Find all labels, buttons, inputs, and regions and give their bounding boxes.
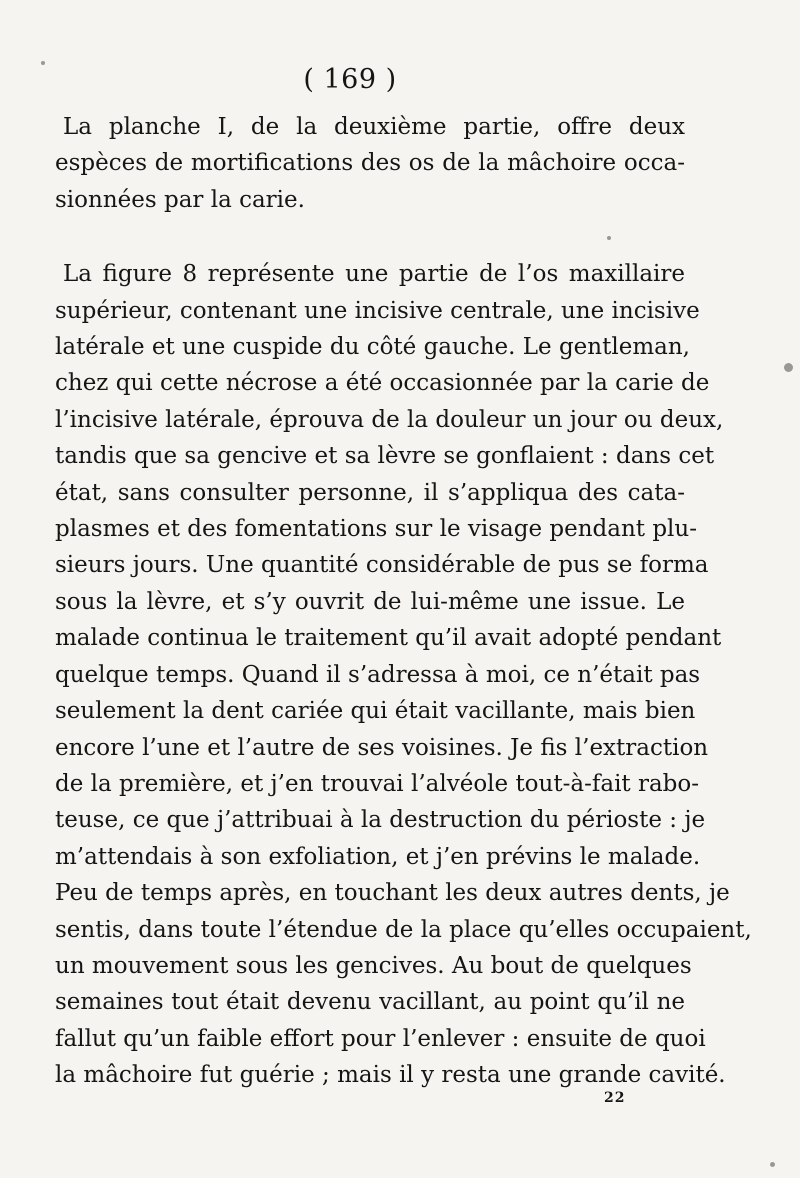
text-line: La figure 8 représente une partie de l’os maxillaire [63, 261, 685, 288]
paper-speck [784, 363, 793, 372]
text-line: sionnées par la carie. [55, 186, 305, 213]
signature-mark: 22 [604, 1090, 626, 1106]
text-line: teuse, ce que j’attribuai à la destruction du périoste : je [55, 807, 706, 834]
paragraph-1 [55, 109, 685, 218]
text-line: sentis, dans toute l’étendue de la place qu’elles occupaient, [55, 916, 752, 943]
text-line: encore l’une et l’autre de ses voisines. Je fis l’extraction [55, 734, 709, 761]
text-line: l’incisive latérale, éprouva de la douleur un jour ou deux, [55, 406, 724, 433]
text-line: supérieur, contenant une incisive centrale, une incisive [55, 297, 700, 324]
text-line: Peu de temps après, en touchant les deux autres dents, je [55, 880, 730, 907]
text-line: fallut qu’un faible effort pour l’enlever : ensuite de quoi [55, 1025, 706, 1052]
text-line: malade continua le traitement qu’il avait adopté pendant [55, 625, 722, 652]
page-number: ( 169 ) [303, 64, 397, 95]
text-line: latérale et une cuspide du côté gauche. Le gentleman, [55, 334, 690, 361]
text-line: un mouvement sous les gencives. Au bout de quelques [55, 952, 692, 979]
paper-speck [770, 1162, 775, 1167]
text-line: seulement la dent cariée qui était vacillante, mais bien [55, 698, 696, 725]
text-line: tandis que sa gencive et sa lèvre se gonflaient : dans cet [55, 443, 715, 470]
text-line: état, sans consulter personne, il s’appliqua des cata- [55, 479, 685, 506]
text-line: sous la lèvre, et s’y ouvrit de lui-même une issue. Le [55, 588, 685, 615]
text-line: de la première, et j’en trouvai l’alvéole tout-à-fait rabo- [55, 770, 700, 797]
text-line: la mâchoire fut guérie ; mais il y resta une grande cavité. [55, 1062, 726, 1089]
text-line: chez qui cette nécrose a été occasionnée par la carie de [55, 370, 710, 397]
text-line: plasmes et des fomentations sur le visage pendant plu- [55, 516, 697, 543]
text-line: espèces de mortifications des os de la mâchoire occa- [55, 150, 685, 177]
paper-speck [607, 236, 611, 240]
paper-speck [41, 61, 45, 65]
text-line: sieurs jours. Une quantité considérable de pus se forma [55, 552, 709, 579]
text-line: m’attendais à son exfoliation, et j’en prévins le malade. [55, 843, 701, 870]
text-line: La planche I, de la deuxième partie, offre deux [63, 114, 685, 140]
text-line: semaines tout était devenu vacillant, au point qu’il ne [55, 989, 685, 1016]
body-text [55, 109, 752, 1094]
text-line: quelque temps. Quand il s’adressa à moi, ce n’était pas [55, 661, 701, 688]
paragraph-2 [55, 256, 752, 1093]
